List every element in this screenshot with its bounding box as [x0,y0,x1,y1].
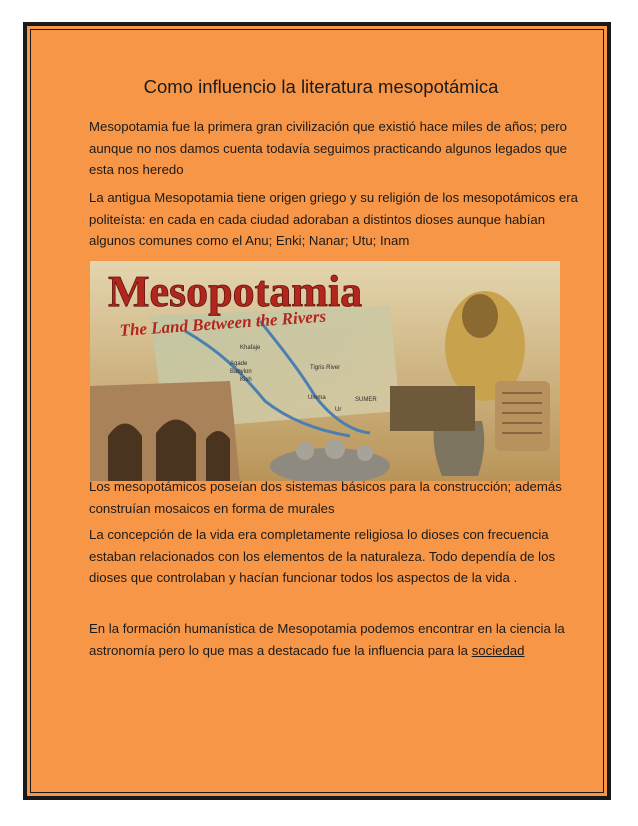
map-label-umma: Umma [308,395,326,401]
ruins-arch-2 [156,420,196,482]
image-subheading: The Land Between the Rivers [118,306,327,340]
map-label-babylon: Babylon [230,369,252,375]
mesopotamia-collage-image [90,261,560,481]
map-label-kish: Kish [240,377,252,383]
document-sheet [23,22,611,800]
ruins-arch-3 [206,431,230,481]
map-label-sumer: SUMER [355,397,377,403]
underlined-word-sociedad: sociedad [471,642,525,658]
paragraph-humanistic-text: En la formación humanística de Mesopotamia podemos encontrar en la ciencia la astronomía pero lo que mas a destacado fue la influencia para la [89,621,565,658]
collage-graphic [90,261,560,481]
map-label-agade: Agade [230,361,248,367]
document-title: Como influencio la literatura mesopotámica [143,76,499,97]
image-heading: Mesopotamia [108,267,363,316]
statue-head [462,294,498,338]
map-label-ur: Ur [335,407,342,413]
paragraph-religion: La antigua Mesopotamia tiene origen griego y su religión de los mesopotámicos era politeísta: en cada en cada ciudad adoraban a distintos dioses aunque habían algunos comunes como el Anu; Enki; Nanar; Utu; Inam [89,190,578,248]
paragraph-humanistic [89,618,579,661]
paragraph-life-concept: La concepción de la vida era completamente religiosa lo dioses con frecuencia estaban relacionados con los elementos de la naturaleza. Todo dependía de los dioses que controlaban y hacían funcionar todos los aspectos de la vida . [89,527,556,585]
paragraph-intro: Mesopotamia fue la primera gran civilización que existió hace miles de años; pero aunque no nos damos cuenta todavía seguimos practicando algunos legados que esta nos heredo [89,119,568,177]
relief-panel [390,386,475,431]
ruins-arch-1 [108,424,142,482]
map-label-khafaje: Khafaje [240,345,261,351]
map-label-tigris: Tigris River [310,365,341,371]
clay-tablet [495,381,550,451]
paragraph-construction: Los mesopotámicos poseían dos sistemas básicos para la construcción; además construían mosaicos en forma de murales [89,479,562,516]
